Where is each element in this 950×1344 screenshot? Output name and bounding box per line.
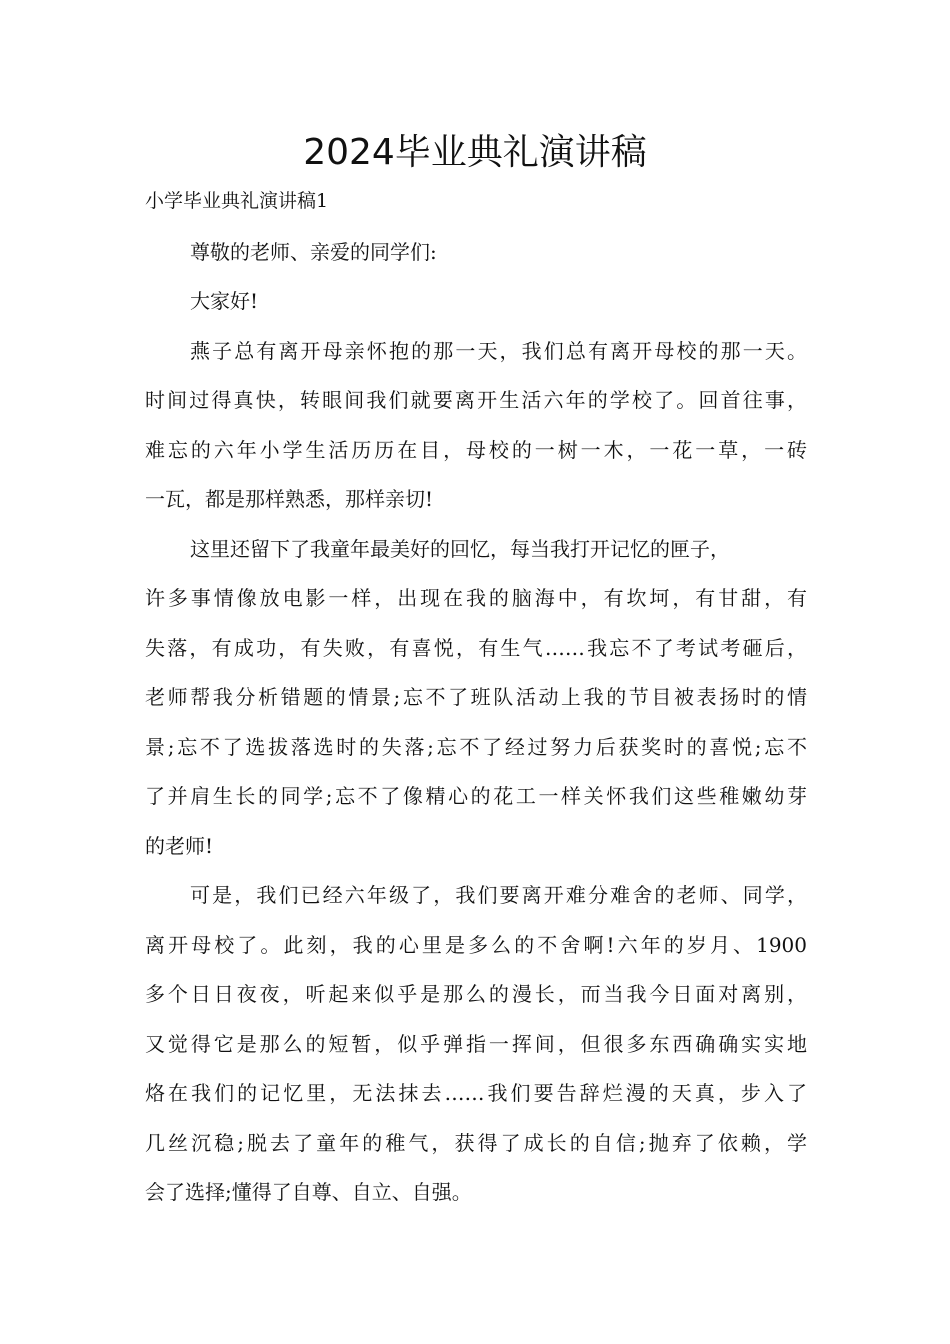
- paragraph-line: 几丝沉稳;脱去了童年的稚气，获得了成长的自信;抛弃了依赖，学: [145, 1131, 807, 1155]
- paragraph-line: 可是，我们已经六年级了，我们要离开难分难舍的老师、同学，: [190, 883, 807, 907]
- paragraph-line: 离开母校了。此刻，我的心里是多么的不舍啊!六年的岁月、1900: [145, 933, 807, 957]
- paragraph-line: 烙在我们的记忆里，无法抹去……我们要告辞烂漫的天真，步入了: [145, 1081, 807, 1105]
- greeting-line: 大家好!: [190, 289, 259, 313]
- paragraph-line: 失落，有成功，有失败，有喜悦，有生气……我忘不了考试考砸后，: [145, 636, 807, 660]
- paragraph-line: 景;忘不了选拔落选时的失落;忘不了经过努力后获奖时的喜悦;忘不: [145, 735, 807, 759]
- document-title: 2024毕业典礼演讲稿: [303, 132, 647, 173]
- paragraph-line: 许多事情像放电影一样，出现在我的脑海中，有坎坷，有甘甜，有: [145, 586, 807, 610]
- paragraph-line: 会了选择;懂得了自尊、自立、自强。: [145, 1180, 472, 1204]
- paragraph-line: 又觉得它是那么的短暂，似乎弹指一挥间，但很多东西确确实实地: [145, 1032, 807, 1056]
- paragraph-line: 这里还留下了我童年最美好的回忆，每当我打开记忆的匣子，: [190, 537, 730, 561]
- salutation-line: 尊敬的老师、亲爱的同学们:: [190, 240, 437, 264]
- paragraph-line: 多个日日夜夜，听起来似乎是那么的漫长，而当我今日面对离别，: [145, 982, 807, 1006]
- paragraph-line: 的老师!: [145, 834, 214, 858]
- paragraph-line: 难忘的六年小学生活历历在目，母校的一树一木，一花一草，一砖: [145, 438, 807, 462]
- paragraph-line: 老师帮我分析错题的情景;忘不了班队活动上我的节目被表扬时的情: [145, 685, 807, 709]
- paragraph-line: 时间过得真快，转眼间我们就要离开生活六年的学校了。回首往事，: [145, 388, 807, 412]
- paragraph-line: 燕子总有离开母亲怀抱的那一天，我们总有离开母校的那一天。: [190, 339, 807, 363]
- section-heading: 小学毕业典礼演讲稿1: [145, 190, 329, 212]
- paragraph-line: 了并肩生长的同学;忘不了像精心的花工一样关怀我们这些稚嫩幼芽: [145, 784, 807, 808]
- paragraph-line: 一瓦，都是那样熟悉，那样亲切!: [145, 487, 434, 511]
